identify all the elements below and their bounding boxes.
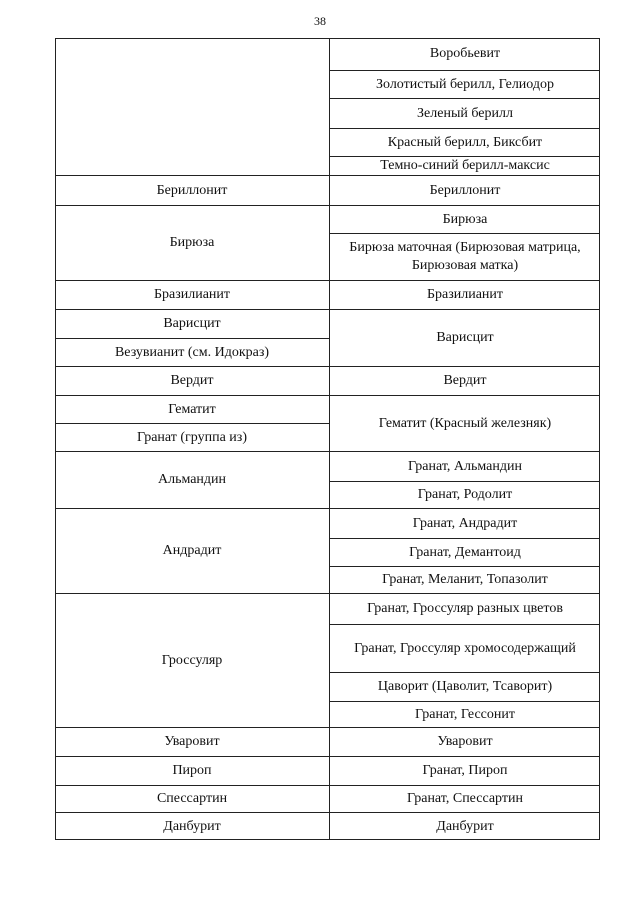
page-number: 38 xyxy=(314,14,326,28)
left-cell-berillonit: Бериллонит xyxy=(55,175,329,205)
right-cell-granat-gessonit: Гранат, Гессонит xyxy=(330,701,600,727)
right-cell-danburit: Данбурит xyxy=(330,812,600,840)
left-cell-pirop: Пироп xyxy=(55,756,329,785)
right-cell-granat-rodolit: Гранат, Родолит xyxy=(330,481,600,508)
left-cell-spessartin: Спессартин xyxy=(55,785,329,812)
right-cell-zolotistyi-berill: Золотистый берилл, Гелиодор xyxy=(330,70,600,98)
right-cell-biryuza: Бирюза xyxy=(330,205,600,233)
left-cell-brazilianit: Бразилианит xyxy=(55,280,329,309)
left-cell-granat-group: Гранат (группа из) xyxy=(55,423,329,451)
right-cell-granat-spessartin: Гранат, Спессартин xyxy=(330,785,600,812)
right-cell-gematit: Гематит (Красный железняк) xyxy=(330,395,600,451)
right-cell-tsavorit: Цаворит (Цаволит, Тсаворит) xyxy=(330,672,600,701)
left-cell-vezuvianit: Везувианит (см. Идокраз) xyxy=(55,338,329,366)
right-cell-biryuza-matochnaya: Бирюза маточная (Бирюзовая матрица, Бирюзовая матка) xyxy=(330,233,600,280)
right-cell-verdit: Вердит xyxy=(330,366,600,395)
right-cell-brazilianit: Бразилианит xyxy=(330,280,600,309)
left-cell-biryuza: Бирюза xyxy=(55,205,329,280)
left-cell-andradit: Андрадит xyxy=(55,508,329,593)
right-cell-granat-demantoid: Гранат, Демантоид xyxy=(330,538,600,566)
right-cell-temno-sinii-berill: Темно-синий берилл-максис xyxy=(330,156,600,175)
right-cell-granat-andradit: Гранат, Андрадит xyxy=(330,508,600,538)
left-cell-verdit: Вердит xyxy=(55,366,329,395)
left-cell-uvarovit: Уваровит xyxy=(55,727,329,756)
gemstone-table xyxy=(55,38,600,840)
right-cell-granat-grossulyar-chrome: Гранат, Гроссуляр хромосодержащий xyxy=(330,624,600,672)
right-cell-variscit: Варисцит xyxy=(330,309,600,366)
right-cell-zelenyi-berill: Зеленый берилл xyxy=(330,98,600,128)
right-cell-granat-pirop: Гранат, Пироп xyxy=(330,756,600,785)
left-cell-danburit: Данбурит xyxy=(55,812,329,840)
left-cell-almandin: Альмандин xyxy=(55,451,329,508)
left-cell-variscit: Варисцит xyxy=(55,309,329,338)
left-cell-gematit: Гематит xyxy=(55,395,329,423)
right-cell-berillonit: Бериллонит xyxy=(330,175,600,205)
right-cell-krasnyi-berill: Красный берилл, Биксбит xyxy=(330,128,600,156)
left-cell-empty xyxy=(55,38,329,175)
right-cell-vorobevit: Воробьевит xyxy=(429,46,501,61)
right-cell-granat-almandin: Гранат, Альмандин xyxy=(330,451,600,481)
left-cell-grossulyar: Гроссуляр xyxy=(55,593,329,727)
right-cell-uvarovit: Уваровит xyxy=(330,727,600,756)
right-cell-granat-melanit: Гранат, Меланит, Топазолит xyxy=(330,566,600,593)
right-cell-granat-grossulyar-colors: Гранат, Гроссуляр разных цветов xyxy=(330,593,600,624)
